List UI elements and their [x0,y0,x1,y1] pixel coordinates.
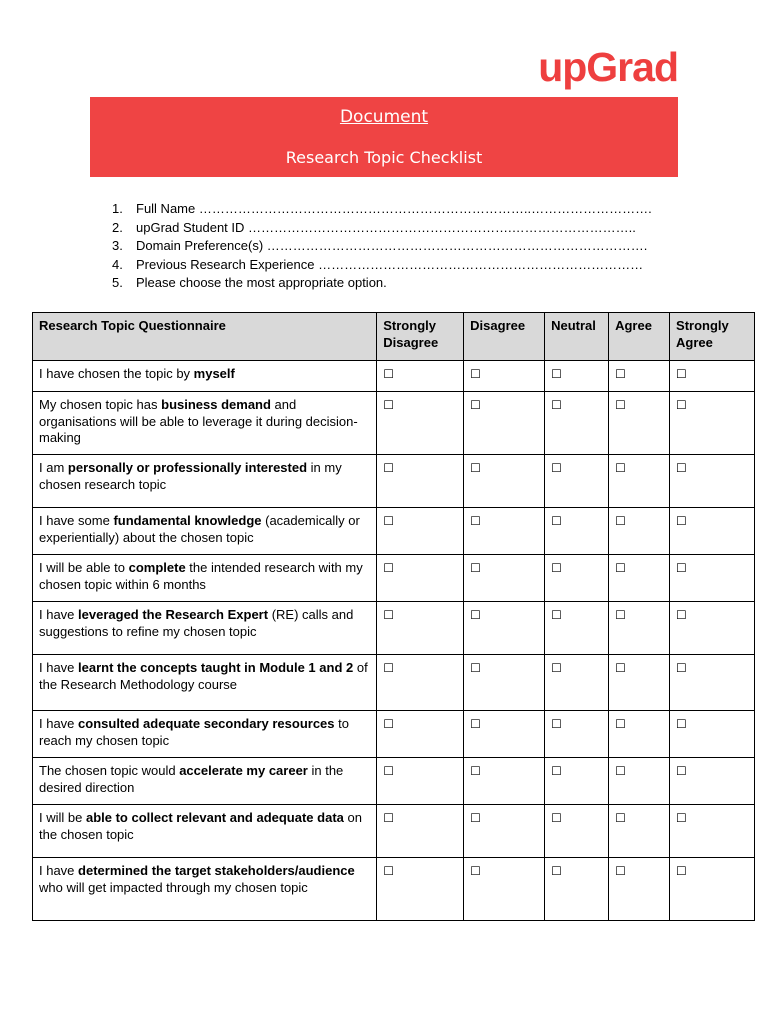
option-cell-agree [609,361,670,392]
checkbox-disagree[interactable]: ☐ [470,367,481,381]
option-cell-disagree [464,361,545,392]
question-text: The chosen topic would accelerate my career in the desired direction [33,758,377,805]
option-cell-agree [609,858,670,921]
checkbox-agree[interactable]: ☐ [615,398,626,412]
checkbox-strongly-agree[interactable]: ☐ [676,367,687,381]
checkbox-disagree[interactable]: ☐ [470,661,481,675]
option-cell-disagree [464,655,545,711]
table-row [33,392,755,455]
checkbox-neutral[interactable]: ☐ [551,864,562,878]
checkbox-strongly-disagree[interactable]: ☐ [383,717,395,731]
checkbox-agree[interactable]: ☐ [615,461,626,475]
questionnaire-table [32,312,755,921]
table-row [33,508,755,555]
info-fields-list [112,200,652,293]
question-text: I am personally or professionally interested in my chosen research topic [33,455,377,508]
field-full-name: 1. Full Name …………………………………………………………………..………………………. [112,201,652,216]
option-cell-strongly-agree [670,361,755,392]
option-cell-neutral [545,758,609,805]
question-text: I will be able to collect relevant and adequate data on the chosen topic [33,805,377,858]
option-cell-disagree [464,392,545,455]
table-row [33,602,755,655]
banner-title: Document [339,107,429,127]
field-instruction: 5. Please choose the most appropriate option. [112,275,387,291]
checkbox-strongly-disagree[interactable]: ☐ [383,561,395,575]
checkbox-strongly-agree[interactable]: ☐ [676,661,687,675]
option-cell-agree [609,555,670,602]
header-agree: Agree [609,313,670,361]
question-text: I have determined the target stakeholders/audience who will get impacted through my chosen topic [33,858,377,921]
header-questionnaire: Research Topic Questionnaire [33,313,377,361]
checkbox-strongly-disagree[interactable]: ☐ [383,864,395,878]
field-research-experience: 4. Previous Research Experience ………………………………………………………………… [112,256,644,272]
option-cell-strongly-disagree [377,655,464,711]
table-row [33,758,755,805]
checkbox-strongly-disagree[interactable]: ☐ [383,608,395,622]
option-cell-agree [609,455,670,508]
option-cell-neutral [545,711,609,758]
upgrad-logo: upGrad [538,44,678,90]
checkbox-neutral[interactable]: ☐ [551,811,562,825]
checkbox-strongly-disagree[interactable]: ☐ [383,661,395,675]
checkbox-disagree[interactable]: ☐ [470,864,481,878]
checkbox-agree[interactable]: ☐ [615,764,626,778]
question-text: I have consulted adequate secondary resources to reach my chosen topic [33,711,377,758]
header-strongly-agree: Strongly Agree [670,313,755,361]
option-cell-strongly-disagree [377,858,464,921]
checkbox-strongly-disagree[interactable]: ☐ [383,461,395,475]
option-cell-strongly-agree [670,858,755,921]
option-cell-strongly-disagree [377,455,464,508]
checkbox-neutral[interactable]: ☐ [551,367,562,381]
option-cell-strongly-agree [670,655,755,711]
checkbox-strongly-agree[interactable]: ☐ [676,764,687,778]
option-cell-strongly-agree [670,711,755,758]
option-cell-strongly-disagree [377,805,464,858]
checkbox-disagree[interactable]: ☐ [470,717,481,731]
checkbox-neutral[interactable]: ☐ [551,717,562,731]
checkbox-strongly-agree[interactable]: ☐ [676,398,687,412]
checkbox-neutral[interactable]: ☐ [551,561,562,575]
checkbox-neutral[interactable]: ☐ [551,398,562,412]
option-cell-neutral [545,805,609,858]
checkbox-strongly-agree[interactable]: ☐ [676,561,687,575]
option-cell-disagree [464,805,545,858]
option-cell-strongly-disagree [377,555,464,602]
option-cell-strongly-disagree [377,508,464,555]
option-cell-disagree [464,508,545,555]
field-domain-preference: 3. Domain Preference(s) ……………………………………………………………………………. [112,238,648,254]
option-cell-neutral [545,858,609,921]
question-text: My chosen topic has business demand and organisations will be able to leverage it during decision-making [33,392,377,455]
checkbox-agree[interactable]: ☐ [615,661,626,675]
checkbox-strongly-agree[interactable]: ☐ [676,811,687,825]
option-cell-disagree [464,455,545,508]
option-cell-agree [609,508,670,555]
table-row [33,858,755,921]
checkbox-agree[interactable]: ☐ [615,811,626,825]
option-cell-neutral [545,508,609,555]
table-row [33,555,755,602]
checkbox-strongly-disagree[interactable]: ☐ [383,367,395,381]
checkbox-disagree[interactable]: ☐ [470,764,481,778]
checkbox-agree[interactable]: ☐ [615,608,626,622]
option-cell-strongly-agree [670,555,755,602]
option-cell-neutral [545,555,609,602]
checkbox-neutral[interactable]: ☐ [551,764,562,778]
checkbox-strongly-disagree[interactable]: ☐ [383,811,395,825]
checkbox-neutral[interactable]: ☐ [551,514,562,528]
checkbox-agree[interactable]: ☐ [615,864,626,878]
checkbox-agree[interactable]: ☐ [615,367,626,381]
option-cell-neutral [545,361,609,392]
checkbox-agree[interactable]: ☐ [615,717,626,731]
option-cell-neutral [545,455,609,508]
option-cell-disagree [464,711,545,758]
checkbox-disagree[interactable]: ☐ [470,608,481,622]
table-row [33,361,755,392]
checkbox-strongly-agree[interactable]: ☐ [676,461,687,475]
header-strongly-disagree: Strongly Disagree [377,313,464,361]
option-cell-agree [609,655,670,711]
checkbox-disagree[interactable]: ☐ [470,811,481,825]
title-banner [90,97,678,177]
checkbox-strongly-agree[interactable]: ☐ [676,514,687,528]
option-cell-strongly-agree [670,508,755,555]
checkbox-disagree[interactable]: ☐ [470,461,481,475]
question-text: I have chosen the topic by myself [33,361,377,392]
option-cell-disagree [464,602,545,655]
checkbox-strongly-agree[interactable]: ☐ [676,608,687,622]
checkbox-agree[interactable]: ☐ [615,561,626,575]
checkbox-neutral[interactable]: ☐ [551,608,562,622]
option-cell-strongly-disagree [377,602,464,655]
option-cell-neutral [545,392,609,455]
option-cell-disagree [464,758,545,805]
header-disagree: Disagree [464,313,545,361]
header-neutral: Neutral [545,313,609,361]
option-cell-neutral [545,655,609,711]
option-cell-agree [609,711,670,758]
checkbox-strongly-disagree[interactable]: ☐ [383,764,395,778]
option-cell-strongly-disagree [377,711,464,758]
table-row [33,455,755,508]
checkbox-strongly-agree[interactable]: ☐ [676,717,687,731]
option-cell-disagree [464,858,545,921]
question-text: I have leveraged the Research Expert (RE) calls and suggestions to refine my chosen topic [33,602,377,655]
checkbox-neutral[interactable]: ☐ [551,661,562,675]
checkbox-strongly-disagree[interactable]: ☐ [383,398,395,412]
checkbox-disagree[interactable]: ☐ [470,514,481,528]
option-cell-agree [609,392,670,455]
option-cell-agree [609,805,670,858]
table-row [33,805,755,858]
checkbox-strongly-agree[interactable]: ☐ [676,864,687,878]
option-cell-agree [609,602,670,655]
option-cell-strongly-agree [670,392,755,455]
option-cell-neutral [545,602,609,655]
option-cell-strongly-disagree [377,361,464,392]
question-text: I have learnt the concepts taught in Module 1 and 2 of the Research Methodology course [33,655,377,711]
option-cell-strongly-disagree [377,758,464,805]
option-cell-strongly-agree [670,805,755,858]
checkbox-disagree[interactable]: ☐ [470,398,481,412]
question-text: I will be able to complete the intended research with my chosen topic within 6 months [33,555,377,602]
checkbox-strongly-disagree[interactable]: ☐ [383,514,395,528]
checkbox-disagree[interactable]: ☐ [470,561,481,575]
table-row [33,655,755,711]
option-cell-agree [609,758,670,805]
field-student-id: 2. upGrad Student ID …………………………………………………….……………………….. [112,219,636,235]
checkbox-neutral[interactable]: ☐ [551,461,562,475]
option-cell-strongly-disagree [377,392,464,455]
question-text: I have some fundamental knowledge (academically or experientially) about the chosen topic [33,508,377,555]
option-cell-strongly-agree [670,455,755,508]
option-cell-strongly-agree [670,758,755,805]
option-cell-strongly-agree [670,602,755,655]
table-header-row [33,313,755,361]
table-row [33,711,755,758]
option-cell-disagree [464,555,545,602]
banner-subtitle: Research Topic Checklist [285,148,483,167]
checkbox-agree[interactable]: ☐ [615,514,626,528]
